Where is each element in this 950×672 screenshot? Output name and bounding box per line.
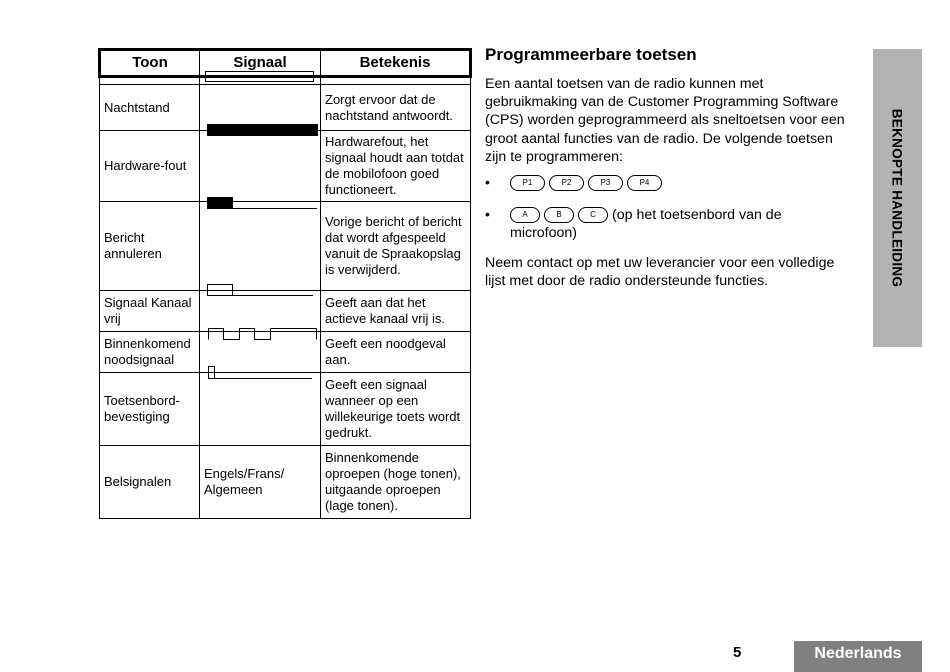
tone-meaning: Binnenkomende oproepen (hoge tonen), uitgaande oproepen (lage tonen). <box>321 446 471 519</box>
a-key-icon: A <box>510 207 540 223</box>
tone-meaning: Zorgt ervoor dat de nachtstand antwoordt. <box>321 85 471 131</box>
table-row <box>100 202 471 291</box>
b-key-icon: B <box>544 207 574 223</box>
bullet-dot: • <box>485 175 490 191</box>
signal-diagram-cancel <box>200 202 321 291</box>
intro-paragraph: Een aantal toetsen van de radio kunnen met gebruikmaking van de Customer Programming Software (CPS) worden geprogrammeerd als sneltoetsen voor een groot aantal functies van de radio. De volgende toetsen zijn te programmeren: <box>485 76 845 165</box>
header-tone: Toon <box>100 50 200 77</box>
side-tab-label: BEKNOPTE HANDLEIDING <box>889 108 905 288</box>
tone-meaning: Geeft een noodgeval aan. <box>321 332 471 373</box>
bullet-dot: • <box>485 207 490 223</box>
tone-name: Hardware-fout <box>100 131 200 202</box>
section-title: Programmeerbare toetsen <box>485 45 697 64</box>
table-row <box>100 131 471 202</box>
header-meaning: Betekenis <box>321 50 471 77</box>
table-row <box>100 446 471 519</box>
signal-diagram-keypress <box>200 373 321 446</box>
tone-name: Bericht annuleren <box>100 202 200 291</box>
signal-text: Engels/Frans/ Algemeen <box>200 446 321 519</box>
page-number: 5 <box>733 644 742 661</box>
tone-meaning: Vorige bericht of bericht dat wordt afgespeeld vanuit de Spraakopslag is verwijderd. <box>321 202 471 291</box>
c-key-icon: C <box>578 207 608 223</box>
p2-key-icon: P2 <box>549 175 584 191</box>
tone-signal-table <box>98 48 472 519</box>
keys-abc-note: (op het toetsenbord van de microfoon) <box>510 207 782 241</box>
tone-name: Toetsenbord-bevestiging <box>100 373 200 446</box>
closing-paragraph: Neem contact op met uw leverancier voor een volledige lijst met door de radio ondersteunde functies. <box>485 255 835 290</box>
p4-key-icon: P4 <box>627 175 662 191</box>
signal-diagram-hardware <box>200 131 321 202</box>
signal-diagram-channel-free <box>200 291 321 332</box>
tone-name: Binnenkomend noodsignaal <box>100 332 200 373</box>
tone-name: Belsignalen <box>100 446 200 519</box>
p3-key-icon: P3 <box>588 175 623 191</box>
table-row <box>100 373 471 446</box>
header-signal: Signaal <box>200 50 321 77</box>
side-tab <box>873 49 922 347</box>
table-row <box>100 291 471 332</box>
p1-key-icon: P1 <box>510 175 545 191</box>
tone-meaning: Geeft aan dat het actieve kanaal vrij is. <box>321 291 471 332</box>
tone-name: Signaal Kanaal vrij <box>100 291 200 332</box>
tone-meaning: Geeft een signaal wanneer op een willekeurige toets wordt gedrukt. <box>321 373 471 446</box>
tone-meaning: Hardwarefout, het signaal houdt aan totdat de mobilofoon goed functioneert. <box>321 131 471 202</box>
language-tab: Nederlands <box>794 641 922 672</box>
tone-name: Nachtstand <box>100 85 200 131</box>
